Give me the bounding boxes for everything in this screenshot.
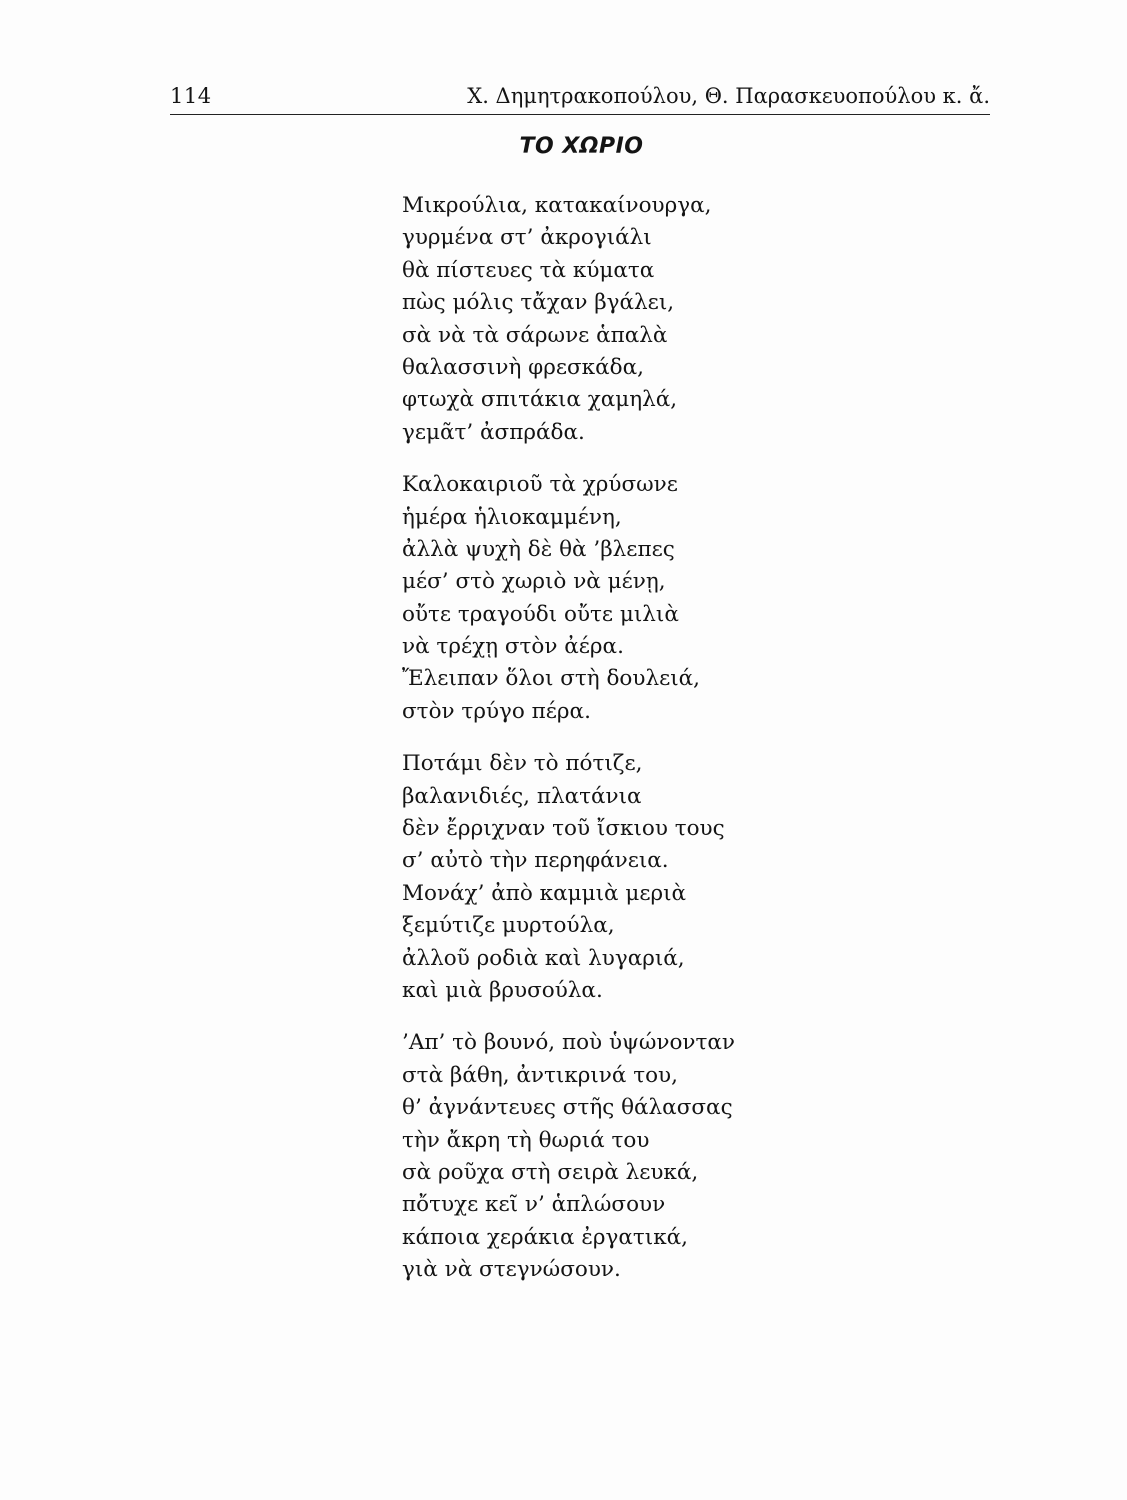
- poem-line: οὔτε τραγούδι οὔτε μιλιὰ: [402, 601, 679, 627]
- poem-line: πὼς μόλις τἄχαν βγάλει,: [402, 290, 675, 316]
- poem-line: τὴν ἄκρη τὴ θωριά του: [402, 1127, 650, 1153]
- running-head: Χ. Δημητρακοπούλου, Θ. Παρασκευοπούλου κ. ἄ.: [467, 84, 990, 108]
- poem-line: ’Απ’ τὸ βουνό, ποὺ ὑψώνονταν: [402, 1030, 735, 1056]
- poem-line: Μονάχ’ ἀπὸ καμμιὰ μεριὰ: [402, 880, 687, 906]
- poem-line: θαλασσινὴ φρεσκάδα,: [402, 354, 644, 380]
- poem-line: ἀλλὰ ψυχὴ δὲ θὰ ’βλεπες: [402, 536, 675, 562]
- poem-line: στὸν τρύγο πέρα.: [402, 698, 591, 724]
- poem-line: δὲν ἔρριχναν τοῦ ἴσκιου τους: [402, 816, 725, 842]
- poem-line: ἡμέρα ἡλιοκαμμένη,: [402, 504, 622, 530]
- stanza-3: [402, 748, 962, 1007]
- poem-line: θ’ ἀγνάντευες στῆς θάλασσας: [402, 1095, 733, 1121]
- poem-line: κάποια χεράκια ἐργατικά,: [402, 1224, 689, 1250]
- poem-line: καὶ μιὰ βρυσούλα.: [402, 977, 603, 1003]
- page-number: 114: [170, 84, 212, 108]
- stanza-4: [402, 1027, 962, 1286]
- poem-line: σὰ νὰ τὰ σάρωνε ἁπαλὰ: [402, 322, 668, 348]
- poem-line: Μικρούλια, κατακαίνουργα,: [402, 193, 712, 218]
- poem-line: σ’ αὐτὸ τὴν περηφάνεια.: [402, 848, 669, 874]
- poem-line: πὄτυχε κεῖ ν’ ἁπλώσουν: [402, 1192, 666, 1218]
- poem-line: Ποτάμι δὲν τὸ πότιζε,: [402, 751, 643, 777]
- poem-line: βαλανιδιές, πλατάνια: [402, 783, 642, 809]
- poem-line: Ἔλειπαν ὅλοι στὴ δουλειά,: [402, 666, 700, 692]
- poem-line: γεμᾶτ’ ἀσπράδα.: [402, 419, 585, 445]
- poem: [402, 190, 962, 1307]
- poem-line: γιὰ νὰ στεγνώσουν.: [402, 1257, 621, 1283]
- poem-line: θὰ πίστευες τὰ κύματα: [402, 257, 655, 283]
- poem-line: ἀλλοῦ ροδιὰ καὶ λυγαριά,: [402, 945, 685, 971]
- header-rule: [170, 114, 990, 115]
- poem-line: ξεμύτιζε μυρτούλα,: [402, 913, 615, 939]
- poem-line: φτωχὰ σπιτάκια χαμηλά,: [402, 387, 678, 413]
- poem-title: ΤΟ ΧΩΡΙΟ: [519, 134, 644, 159]
- page-header: [170, 84, 990, 114]
- poem-line: Καλοκαιριοῦ τὰ χρύσωνε: [402, 472, 678, 498]
- stanza-1: [402, 190, 962, 449]
- stanza-2: [402, 469, 962, 728]
- poem-line: γυρμένα στ’ ἀκρογιάλι: [402, 225, 652, 251]
- poem-line: στὰ βάθη, ἀντικρινά του,: [402, 1062, 678, 1088]
- poem-line: νὰ τρέχῃ στὸν ἀέρα.: [402, 634, 624, 660]
- poem-line: σὰ ροῦχα στὴ σειρὰ λευκά,: [402, 1159, 699, 1185]
- poem-line: μέσ’ στὸ χωριὸ νὰ μένῃ,: [402, 569, 666, 595]
